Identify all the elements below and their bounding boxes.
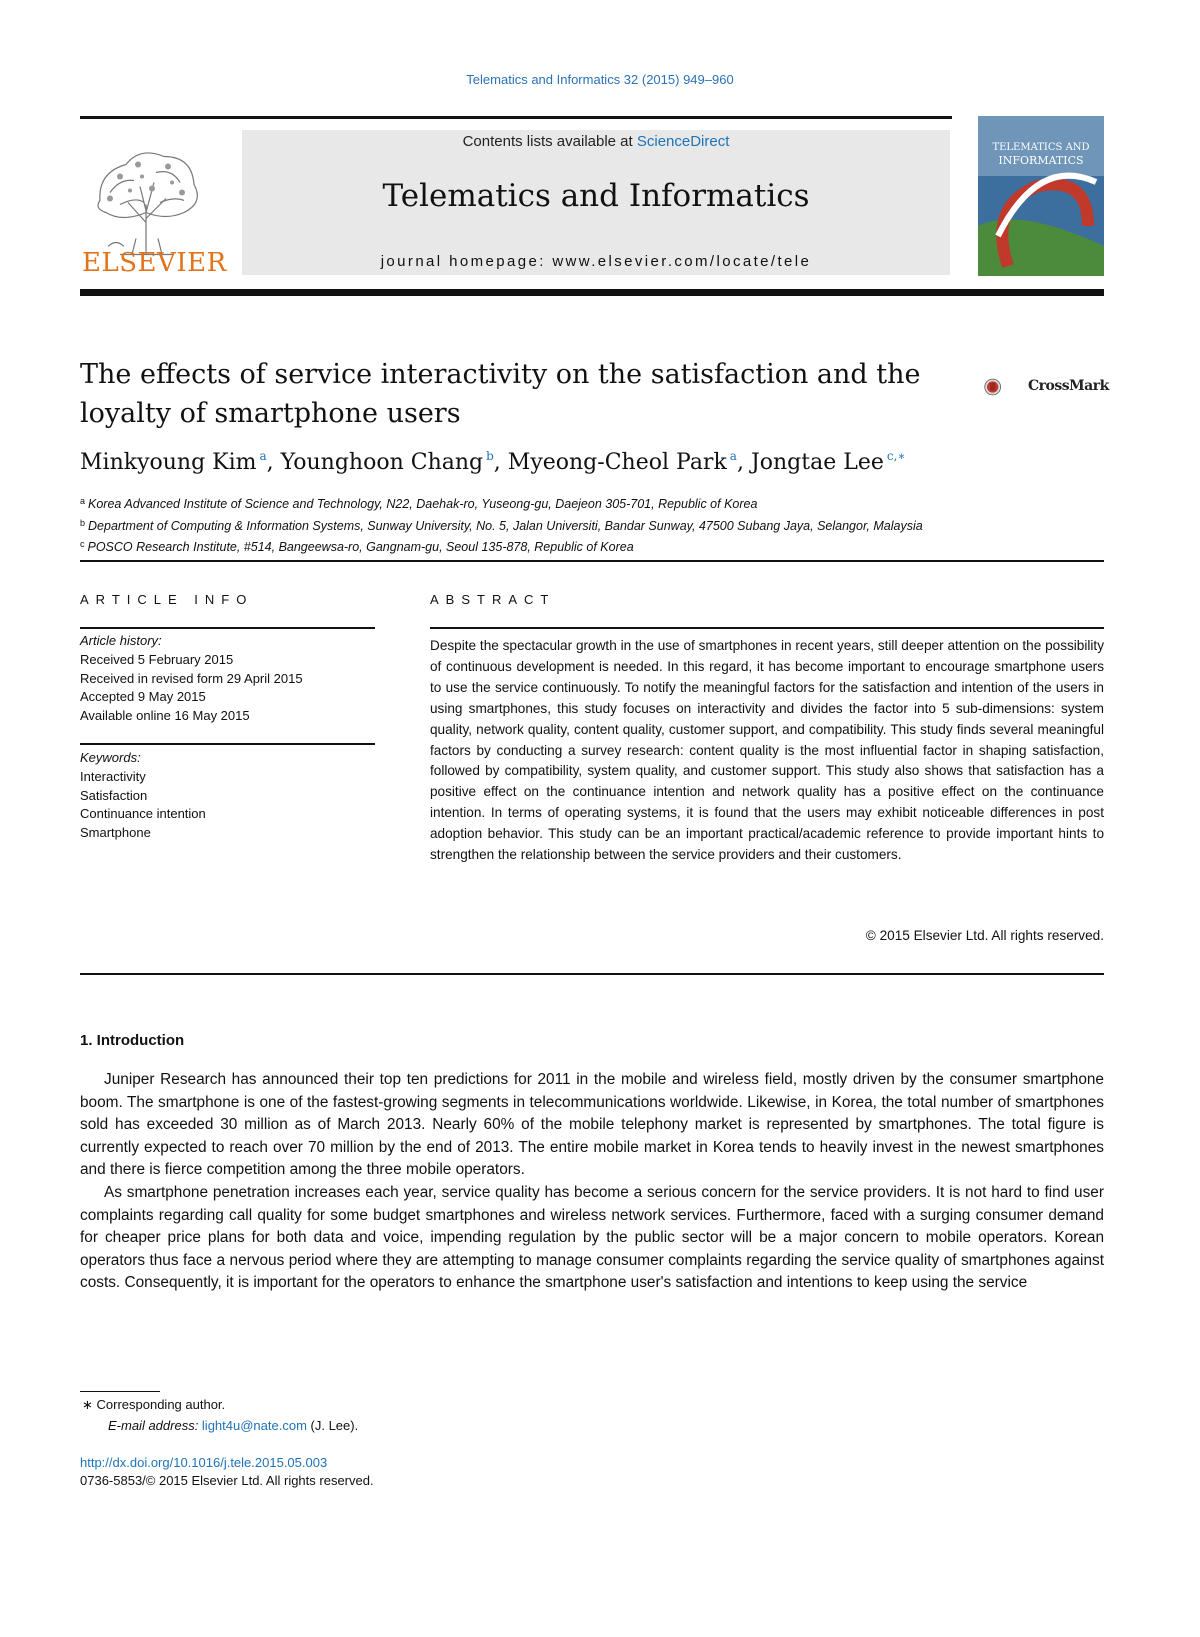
email-suffix: (J. Lee). bbox=[306, 1418, 359, 1433]
author-affiliation-mark[interactable]: a bbox=[729, 449, 737, 463]
affiliation-item bbox=[80, 492, 1104, 514]
received-date: Received 5 February 2015 bbox=[80, 651, 234, 667]
keyword-item: Interactivity bbox=[80, 768, 146, 784]
cover-title-2: INFORMATICS bbox=[998, 154, 1084, 167]
author-name[interactable]: Jongtae Lee bbox=[750, 450, 884, 475]
affiliation-text: Korea Advanced Institute of Science and Technology, N22, Daehak-ro, Yuseong-gu, Daejeon 305-701, Republic of Korea bbox=[88, 497, 758, 511]
corresponding-author-note: ∗ Corresponding author. bbox=[82, 1397, 226, 1412]
email-footnote bbox=[108, 1418, 358, 1433]
article-history bbox=[80, 632, 375, 726]
keyword-item: Smartphone bbox=[80, 825, 151, 841]
affiliation-mark: c bbox=[80, 539, 85, 549]
contents-line bbox=[242, 133, 950, 150]
author-affiliation-mark[interactable]: a bbox=[259, 449, 267, 463]
author-affiliation-mark[interactable]: c,∗ bbox=[886, 449, 906, 463]
issn-line: 0736-5853/© 2015 Elsevier Ltd. All rights reserved. bbox=[80, 1473, 374, 1488]
keywords-divider bbox=[80, 743, 375, 745]
article-info-divider bbox=[80, 627, 375, 629]
publisher-wordmark: ELSEVIER bbox=[82, 248, 227, 278]
paragraph: Juniper Research has announced their top ten predictions for 2011 in the mobile and wireless field, mostly driven by the consumer smartphone boom. The smartphone is one of the fastest-growing segments in telecommunications worldwide. Likewise, in Korea, the total number of smartphones sold has exceeded 30 million as of March 2013. Nearly 60% of the mobile telephony market is represented by smartphones. The total figure is currently expected to reach over 70 million by the end of 2013. The entire mobile market in Korea tends to heavily invest in the newest smartphones and there is fierce competition among the three mobile operators. bbox=[80, 1071, 1104, 1179]
author-affiliation-mark[interactable]: b bbox=[486, 449, 494, 463]
author-name[interactable]: Younghoon Chang bbox=[280, 450, 484, 475]
article-info-heading: ARTICLE INFO bbox=[80, 592, 254, 607]
article-title-line-1: The effects of service interactivity on the satisfaction and the bbox=[80, 359, 921, 390]
affiliation-mark: b bbox=[80, 517, 86, 528]
header-bottom-rule bbox=[80, 289, 1104, 296]
introduction-body bbox=[80, 1069, 1104, 1295]
contents-prefix: Contents lists available at bbox=[462, 133, 637, 150]
affiliation-text: POSCO Research Institute, #514, Bangeewsa-ro, Gangnam-gu, Seoul 135-878, Republic of Korea bbox=[87, 540, 634, 554]
doi-link[interactable]: http://dx.doi.org/10.1016/j.tele.2015.05.003 bbox=[80, 1455, 328, 1470]
journal-cover-image bbox=[978, 116, 1104, 276]
keyword-item: Continuance intention bbox=[80, 806, 206, 822]
affiliation-item bbox=[80, 535, 1104, 557]
paragraph: As smartphone penetration increases each year, service quality has become a serious concern for the service providers. It is not hard to find user complaints regarding call quality for some budget smartphones and wireless network services. Furthermore, faced with a surging consumer demand for cheaper price plans for both data and voice, impending regulation by the public sector will be a major concern to mobile operators. Korean operators thus face a nervous period where they are attempting to manage consumer complaints regarding the service quality of smartphones against costs. Consequently, it is important for the operators to enhance the smartphone user's satisfaction and intentions to keep using the service bbox=[80, 1183, 1104, 1292]
author-separator: , bbox=[266, 450, 281, 475]
footnote-rule bbox=[80, 1391, 160, 1392]
section-divider bbox=[80, 560, 1104, 562]
section-divider bbox=[80, 973, 1104, 975]
journal-reference-link[interactable]: Telematics and Informatics 32 (2015) 949–960 bbox=[466, 72, 734, 87]
author-name[interactable]: Myeong-Cheol Park bbox=[507, 450, 727, 475]
cover-title-1: TELEMATICS AND bbox=[992, 142, 1090, 153]
journal-title: Telematics and Informatics bbox=[382, 178, 810, 214]
keyword-list bbox=[80, 749, 375, 843]
article-title-line-2: loyalty of smartphone users bbox=[80, 398, 461, 429]
sciencedirect-link[interactable]: ScienceDirect bbox=[636, 133, 730, 150]
abstract-copyright: © 2015 Elsevier Ltd. All rights reserved. bbox=[865, 928, 1104, 943]
header-top-rule bbox=[80, 116, 952, 119]
abstract-heading: ABSTRACT bbox=[430, 592, 556, 607]
article-title bbox=[80, 355, 940, 433]
crossmark-badge[interactable] bbox=[984, 364, 1030, 410]
affiliation-item bbox=[80, 514, 1104, 536]
keyword-item: Satisfaction bbox=[80, 787, 148, 803]
journal-homepage-link[interactable]: journal homepage: www.elsevier.com/locate/tele bbox=[380, 253, 812, 270]
introduction-heading: 1. Introduction bbox=[80, 1032, 185, 1049]
online-date: Available online 16 May 2015 bbox=[80, 708, 250, 724]
keywords-label: Keywords: bbox=[80, 750, 141, 765]
email-label: E-mail address: bbox=[108, 1418, 202, 1433]
author-separator: , bbox=[736, 450, 751, 475]
abstract-divider bbox=[430, 627, 1104, 629]
crossmark-label[interactable]: CrossMark bbox=[1028, 378, 1109, 394]
affiliation-list bbox=[80, 492, 1104, 557]
author-list bbox=[80, 449, 906, 475]
affiliation-text: Department of Computing & Information Systems, Sunway University, No. 5, Jalan Universiti, Bandar Sunway, 47500 Subang Jaya, Selangor, Malaysia bbox=[88, 518, 923, 533]
abstract-text: Despite the spectacular growth in the use of smartphones in recent years, still deeper attention on the possibility of continuous development is needed. In this regard, it has become important to encourage smartphone users to use the service continuously. To notify the meaningful factors for the satisfaction and intention of the users in using smartphones, this study focuses on interactivity and divides the factor into 5 sub-dimensions: system quality, network quality, content quality, customer support, and compatibility. This study finds several meaningful factors by conducting a survey research: content quality is the most influential factor in shaping satisfaction, followed by compatibility, system quality, and customer support. This study also shows that satisfaction has a positive effect on the continuance intention and network quality has a positive effect on the continuance intention. In terms of operating systems, it is found that the users may exhibit noticeable differences in post adoption behavior. This study can be an important practical/academic reference to provide important hints to strengthen the relationship between the service providers and their customers. bbox=[430, 638, 1104, 863]
accepted-date: Accepted 9 May 2015 bbox=[80, 689, 206, 705]
email-link[interactable]: light4u@nate.com bbox=[201, 1418, 307, 1433]
revised-date: Received in revised form 29 April 2015 bbox=[80, 670, 303, 686]
history-label: Article history: bbox=[80, 633, 162, 648]
author-separator: , bbox=[493, 450, 508, 475]
author-name[interactable]: Minkyoung Kim bbox=[80, 450, 257, 475]
affiliation-mark: a bbox=[80, 496, 86, 506]
